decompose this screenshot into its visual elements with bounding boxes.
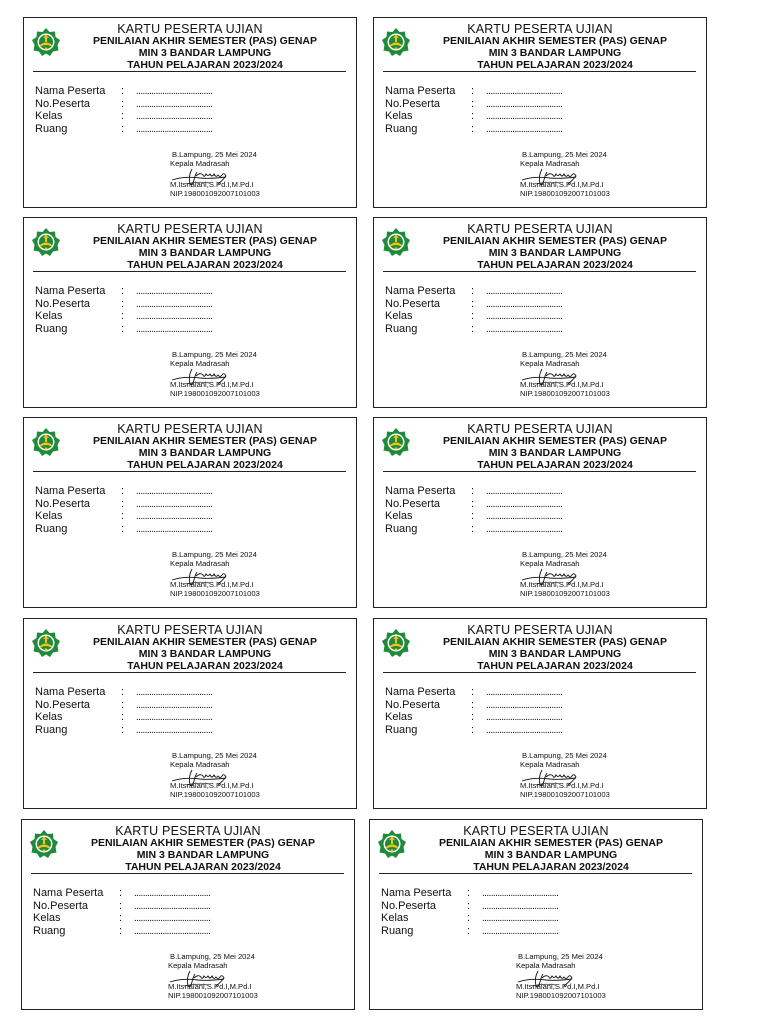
card-title: KARTU PESERTA UJIAN [117,22,263,36]
field-label: Nama Peserta [381,887,452,899]
headmaster-signature [520,767,584,789]
field-colon: : [471,297,475,310]
exam-card [373,618,707,809]
field-colon: : [119,887,123,899]
field-blank-line: ................................... [136,699,213,711]
signer-nip: NIP.198001092007101003 [520,388,610,398]
field-colon: : [121,522,125,535]
participant-fields [35,485,212,535]
field-row [381,900,558,913]
field-blank-line: ................................... [486,523,563,535]
exam-card [369,819,703,1010]
field-colon: : [121,110,125,122]
field-row [35,123,212,136]
academic-year: TAHUN PELAJARAN 2023/2024 [477,59,633,71]
field-row [35,485,212,498]
field-row [35,510,212,523]
place-date: B.Lampung, 25 Mei 2024 [172,751,257,760]
signer-name: M.Itsnaiani,S.Pd.I,M.Pd.I [170,180,254,190]
field-colon: : [471,522,475,535]
field-label: No.Peserta [35,97,91,110]
field-colon: : [121,686,125,698]
school-name: MIN 3 BANDAR LAMPUNG [488,648,622,660]
field-label: Kelas [35,110,63,122]
signer-role: Kepala Madrasah [170,358,230,368]
field-colon: : [471,497,475,510]
field-blank-line: ................................... [486,712,563,723]
school-name: MIN 3 BANDAR LAMPUNG [488,447,622,459]
place-date: B.Lampung, 25 Mei 2024 [522,751,607,760]
participant-fields [385,85,562,135]
card-title: KARTU PESERTA UJIAN [463,824,609,838]
field-label: No.Peserta [385,698,441,711]
field-label: No.Peserta [381,899,437,912]
signer-nip: NIP.198001092007101003 [516,990,606,1000]
field-row [33,887,210,900]
field-blank-line: ................................... [486,511,563,522]
field-colon: : [471,110,475,122]
place-date: B.Lampung, 25 Mei 2024 [522,350,607,359]
field-colon: : [121,497,125,510]
field-colon: : [119,899,123,912]
signer-role: Kepala Madrasah [516,960,576,970]
field-blank-line: ................................... [482,900,559,912]
field-row [35,686,212,699]
field-label: Ruang [35,522,68,535]
school-name: MIN 3 BANDAR LAMPUNG [138,447,272,459]
participant-fields [35,285,212,335]
field-blank-line: ................................... [136,98,213,110]
signer-nip: NIP.198001092007101003 [170,388,260,398]
field-label: Nama Peserta [35,686,106,698]
field-label: No.Peserta [35,698,91,711]
field-blank-line: ................................... [136,724,213,736]
field-row [385,285,562,298]
field-row [385,711,562,724]
field-colon: : [467,924,471,937]
participant-fields [381,887,558,937]
field-blank-line: ................................... [136,311,213,322]
field-colon: : [121,310,125,322]
field-colon: : [471,510,475,522]
header-divider [383,672,696,673]
participant-fields [385,285,562,335]
field-blank-line: ................................... [486,298,563,310]
exam-name: PENILAIAN AKHIR SEMESTER (PAS) GENAP [92,235,318,247]
field-label: Ruang [33,924,66,937]
field-label: Nama Peserta [385,85,456,97]
field-colon: : [121,297,125,310]
participant-fields [385,686,562,736]
field-colon: : [121,698,125,711]
field-label: Ruang [35,122,68,135]
field-colon: : [121,122,125,135]
school-name: MIN 3 BANDAR LAMPUNG [488,247,622,259]
academic-year: TAHUN PELAJARAN 2023/2024 [473,861,629,873]
field-colon: : [119,912,123,924]
card-title: KARTU PESERTA UJIAN [467,222,613,236]
header-divider [31,873,344,874]
signer-nip: NIP.198001092007101003 [170,789,260,799]
header-divider [379,873,692,874]
field-blank-line: ................................... [486,123,563,135]
place-date: B.Lampung, 25 Mei 2024 [172,350,257,359]
field-label: Kelas [35,510,63,522]
field-blank-line: ................................... [486,311,563,322]
headmaster-signature [170,767,234,789]
field-row [35,298,212,311]
field-blank-line: ................................... [134,913,211,924]
field-row [33,900,210,913]
field-row [35,724,212,737]
signer-role: Kepala Madrasah [170,759,230,769]
participant-fields [385,485,562,535]
exam-card [373,217,707,408]
signer-role: Kepala Madrasah [520,158,580,168]
exam-name: PENILAIAN AKHIR SEMESTER (PAS) GENAP [92,35,318,47]
signer-name: M.Itsnaiani,S.Pd.I,M.Pd.I [520,180,604,190]
field-label: Nama Peserta [385,485,456,497]
place-date: B.Lampung, 25 Mei 2024 [170,952,255,961]
field-row [385,686,562,699]
field-row [385,310,562,323]
field-blank-line: ................................... [486,724,563,736]
field-row [35,110,212,123]
headmaster-signature [168,968,232,990]
field-blank-line: ................................... [486,498,563,510]
field-label: Ruang [385,522,418,535]
header-divider [33,672,346,673]
field-blank-line: ................................... [134,900,211,912]
signer-nip: NIP.198001092007101003 [170,588,260,598]
header-divider [383,71,696,72]
field-colon: : [471,322,475,335]
academic-year: TAHUN PELAJARAN 2023/2024 [477,660,633,672]
field-colon: : [467,912,471,924]
field-blank-line: ................................... [136,523,213,535]
field-label: Ruang [35,723,68,736]
field-label: No.Peserta [33,899,89,912]
field-blank-line: ................................... [486,687,563,698]
signer-role: Kepala Madrasah [168,960,228,970]
field-label: Kelas [381,912,409,924]
field-row [385,85,562,98]
field-label: Ruang [385,122,418,135]
headmaster-signature [170,566,234,588]
school-name: MIN 3 BANDAR LAMPUNG [484,849,618,861]
headmaster-signature [170,366,234,388]
field-row [35,85,212,98]
field-blank-line: ................................... [486,486,563,497]
school-name: MIN 3 BANDAR LAMPUNG [138,247,272,259]
exam-name: PENILAIAN AKHIR SEMESTER (PAS) GENAP [90,837,316,849]
field-colon: : [121,485,125,497]
field-label: No.Peserta [35,497,91,510]
field-blank-line: ................................... [136,111,213,122]
headmaster-signature [520,566,584,588]
field-blank-line: ................................... [486,323,563,335]
field-blank-line: ................................... [136,123,213,135]
academic-year: TAHUN PELAJARAN 2023/2024 [127,59,283,71]
field-row [33,925,210,938]
field-blank-line: ................................... [482,925,559,937]
field-blank-line: ................................... [136,86,213,97]
signer-role: Kepala Madrasah [170,558,230,568]
exam-card [23,217,357,408]
field-colon: : [471,686,475,698]
signer-nip: NIP.198001092007101003 [520,188,610,198]
school-name: MIN 3 BANDAR LAMPUNG [138,648,272,660]
header-divider [33,71,346,72]
exam-card [23,417,357,608]
field-blank-line: ................................... [486,111,563,122]
field-label: Nama Peserta [35,85,106,97]
school-name: MIN 3 BANDAR LAMPUNG [136,849,270,861]
field-row [385,110,562,123]
academic-year: TAHUN PELAJARAN 2023/2024 [477,459,633,471]
participant-fields [35,686,212,736]
header-divider [383,271,696,272]
exam-card [21,819,355,1010]
exam-card [23,618,357,809]
field-blank-line: ................................... [486,86,563,97]
headmaster-signature [520,366,584,388]
field-blank-line: ................................... [136,687,213,698]
signer-role: Kepala Madrasah [520,358,580,368]
field-blank-line: ................................... [136,511,213,522]
field-row [385,485,562,498]
signer-role: Kepala Madrasah [170,158,230,168]
participant-fields [35,85,212,135]
field-blank-line: ................................... [486,98,563,110]
card-title: KARTU PESERTA UJIAN [467,623,613,637]
field-label: Ruang [385,322,418,335]
field-blank-line: ................................... [486,286,563,297]
field-colon: : [467,899,471,912]
field-colon: : [471,485,475,497]
academic-year: TAHUN PELAJARAN 2023/2024 [477,259,633,271]
signer-name: M.Itsnaiani,S.Pd.I,M.Pd.I [520,781,604,791]
field-row [381,912,558,925]
exam-name: PENILAIAN AKHIR SEMESTER (PAS) GENAP [442,636,668,648]
exam-name: PENILAIAN AKHIR SEMESTER (PAS) GENAP [442,35,668,47]
field-label: Nama Peserta [35,485,106,497]
card-title: KARTU PESERTA UJIAN [117,222,263,236]
field-blank-line: ................................... [136,498,213,510]
field-colon: : [471,723,475,736]
academic-year: TAHUN PELAJARAN 2023/2024 [127,660,283,672]
field-row [385,523,562,536]
exam-name: PENILAIAN AKHIR SEMESTER (PAS) GENAP [92,435,318,447]
signer-nip: NIP.198001092007101003 [168,990,258,1000]
card-title: KARTU PESERTA UJIAN [467,422,613,436]
field-colon: : [121,85,125,97]
school-name: MIN 3 BANDAR LAMPUNG [138,47,272,59]
field-blank-line: ................................... [136,286,213,297]
academic-year: TAHUN PELAJARAN 2023/2024 [125,861,281,873]
header-divider [33,471,346,472]
signer-name: M.Itsnaiani,S.Pd.I,M.Pd.I [516,982,600,992]
signer-name: M.Itsnaiani,S.Pd.I,M.Pd.I [520,380,604,390]
field-colon: : [471,285,475,297]
field-label: No.Peserta [385,97,441,110]
signer-nip: NIP.198001092007101003 [170,188,260,198]
field-blank-line: ................................... [482,913,559,924]
field-row [385,323,562,336]
field-blank-line: ................................... [486,699,563,711]
field-row [385,724,562,737]
exam-name: PENILAIAN AKHIR SEMESTER (PAS) GENAP [92,636,318,648]
place-date: B.Lampung, 25 Mei 2024 [172,550,257,559]
academic-year: TAHUN PELAJARAN 2023/2024 [127,459,283,471]
card-title: KARTU PESERTA UJIAN [117,422,263,436]
signer-role: Kepala Madrasah [520,558,580,568]
field-colon: : [471,711,475,723]
field-blank-line: ................................... [134,925,211,937]
place-date: B.Lampung, 25 Mei 2024 [518,952,603,961]
field-label: Nama Peserta [33,887,104,899]
field-colon: : [471,97,475,110]
participant-fields [33,887,210,937]
card-title: KARTU PESERTA UJIAN [115,824,261,838]
place-date: B.Lampung, 25 Mei 2024 [172,150,257,159]
field-row [381,887,558,900]
school-name: MIN 3 BANDAR LAMPUNG [488,47,622,59]
field-colon: : [471,122,475,135]
field-row [35,323,212,336]
signer-name: M.Itsnaiani,S.Pd.I,M.Pd.I [168,982,252,992]
field-colon: : [121,723,125,736]
card-title: KARTU PESERTA UJIAN [117,623,263,637]
headmaster-signature [520,166,584,188]
field-colon: : [121,285,125,297]
field-label: Nama Peserta [385,686,456,698]
field-colon: : [467,887,471,899]
field-label: Kelas [385,711,413,723]
field-label: Nama Peserta [385,285,456,297]
exam-name: PENILAIAN AKHIR SEMESTER (PAS) GENAP [438,837,664,849]
field-row [385,123,562,136]
header-divider [33,271,346,272]
field-row [33,912,210,925]
field-blank-line: ................................... [482,888,559,899]
signer-nip: NIP.198001092007101003 [520,588,610,598]
exam-card [23,17,357,208]
field-label: No.Peserta [385,297,441,310]
field-blank-line: ................................... [136,712,213,723]
academic-year: TAHUN PELAJARAN 2023/2024 [127,259,283,271]
field-row [385,498,562,511]
header-divider [383,471,696,472]
signer-name: M.Itsnaiani,S.Pd.I,M.Pd.I [170,580,254,590]
card-title: KARTU PESERTA UJIAN [467,22,613,36]
field-row [35,711,212,724]
field-blank-line: ................................... [136,486,213,497]
exam-name: PENILAIAN AKHIR SEMESTER (PAS) GENAP [442,435,668,447]
field-label: Kelas [33,912,61,924]
field-row [35,98,212,111]
signer-role: Kepala Madrasah [520,759,580,769]
field-label: Kelas [35,711,63,723]
field-label: No.Peserta [35,297,91,310]
field-row [35,699,212,712]
field-label: Ruang [385,723,418,736]
field-blank-line: ................................... [134,888,211,899]
field-label: Ruang [381,924,414,937]
place-date: B.Lampung, 25 Mei 2024 [522,550,607,559]
place-date: B.Lampung, 25 Mei 2024 [522,150,607,159]
field-colon: : [121,322,125,335]
field-row [35,498,212,511]
signer-name: M.Itsnaiani,S.Pd.I,M.Pd.I [520,580,604,590]
field-label: Kelas [385,310,413,322]
field-label: Kelas [385,510,413,522]
field-label: Kelas [35,310,63,322]
field-row [35,285,212,298]
headmaster-signature [170,166,234,188]
field-blank-line: ................................... [136,323,213,335]
field-colon: : [471,698,475,711]
field-row [385,510,562,523]
field-label: Ruang [35,322,68,335]
field-label: Kelas [385,110,413,122]
field-blank-line: ................................... [136,298,213,310]
field-row [385,98,562,111]
field-label: No.Peserta [385,497,441,510]
field-label: Nama Peserta [35,285,106,297]
exam-name: PENILAIAN AKHIR SEMESTER (PAS) GENAP [442,235,668,247]
field-row [35,523,212,536]
field-row [385,699,562,712]
field-row [381,925,558,938]
field-colon: : [121,711,125,723]
field-colon: : [121,510,125,522]
field-colon: : [121,97,125,110]
field-colon: : [471,85,475,97]
exam-card [373,417,707,608]
signer-name: M.Itsnaiani,S.Pd.I,M.Pd.I [170,380,254,390]
signer-nip: NIP.198001092007101003 [520,789,610,799]
exam-card [373,17,707,208]
field-row [385,298,562,311]
headmaster-signature [516,968,580,990]
field-colon: : [471,310,475,322]
signer-name: M.Itsnaiani,S.Pd.I,M.Pd.I [170,781,254,791]
field-colon: : [119,924,123,937]
field-row [35,310,212,323]
